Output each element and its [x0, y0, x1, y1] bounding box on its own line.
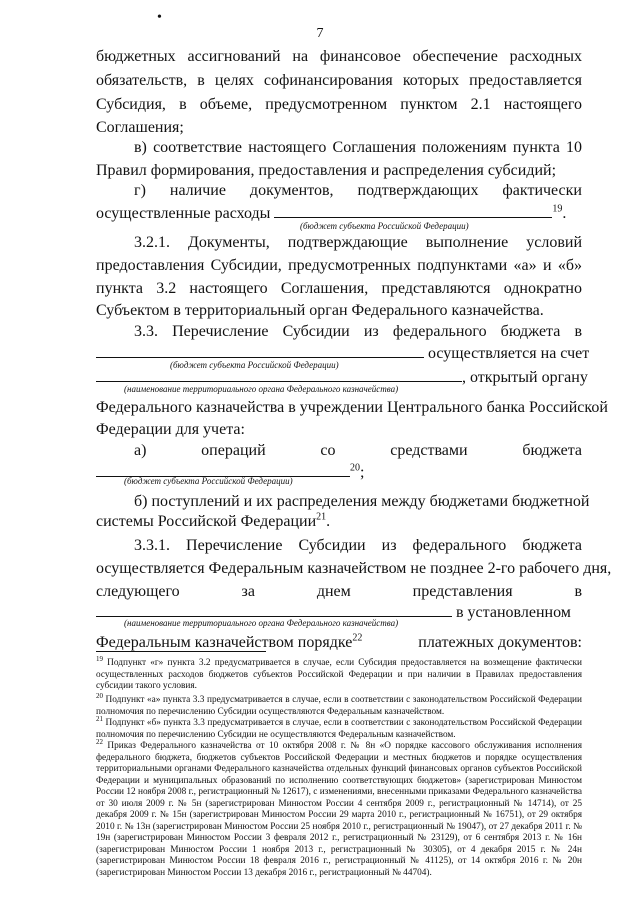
- field-caption: (наименование территориального органа Федерального казначейства): [124, 618, 399, 628]
- footnote-ref: 19: [552, 203, 563, 215]
- body-line: Федерации для учета:: [96, 421, 245, 438]
- body-line: Соглашения;: [96, 119, 184, 136]
- punctuation: ;: [360, 464, 365, 481]
- footnote: $^{22}$ Приказ Федерального казначейства от 10 октября 2008 г. № 8н «О порядке кассового обслуживания исполнения федерального бюджета, бюджетов субъектов Российской Федерации и местных бюджетов и порядке осуществления территориальными органами Федерального казначейства отдельных функций финансовых органов субъектов Российской Федерации и муниципальных образований по исполнению соответствующих бюджетов» (зарегистрирован Минюстом России 12 ноября 2008 г., регистрационный № 12617), с изменениями, внесенными приказами Федерального казначейства от 30 июля 2009 г. № 5н (зарегистрирован Минюстом России 4 сентября 2009 г., регистрационный № 14714), от 25 декабря 2009 г. № 15н (зарегистрирован Минюстом России 29 марта 2010 г., регистрационный № 16751), от 29 октября 2010 г. № 13н (зарегистрирован Минюстом России 25 ноября 2010 г., регистрационный № 19047), от 27 декабря 2011 г. № 19н (зарегистрирован Минюстом России 3 февраля 2012 г., регистрационный № 23129), от 6 сентября 2013 г. № 16н (зарегистрирован Минюстом России 1 ноября 2013 г., регистрационный № 30305), от 4 декабря 2015 г. № 24н (зарегистрирован Минюстом России 18 февраля 2016 г., регистрационный № 41125), от 14 октября 2016 г. № 20н (зарегистрирован Минюстом России 13 декабря 2016 г., регистрационный № 44704).: [96, 737, 582, 878]
- body-line: в) соответствие настоящего Соглашения положениям пункта 10: [134, 139, 582, 156]
- punctuation: .: [562, 205, 567, 222]
- punctuation: .: [326, 513, 331, 530]
- fill-in-blank: [274, 203, 552, 218]
- body-line: бюджетных ассигнований на финансовое обеспечение расходных: [96, 48, 582, 65]
- footnote-ref: 20: [350, 462, 360, 474]
- body-line: предоставления Субсидии, предусмотренных подпунктами «а» и «б»: [96, 257, 582, 274]
- body-line: осуществляется Федеральным казначейством не позднее 2-го рабочего дня,: [96, 560, 612, 577]
- footnote: $^{19}$ Подпункт «г» пункта 3.2 предусматривается в случае, если Субсидия предоставляется на возмещение фактически осуществленных расходов бюджетов субъектов Российской Федерации и при наличии в Правилах предоставления субсидии такого условия.: [96, 654, 582, 691]
- body-line: Правил формирования, предоставления и распределения субсидий;: [96, 162, 557, 179]
- body-line: а) операций со средствами бюджета: [134, 442, 582, 459]
- body-text: , открытый органу: [462, 369, 588, 386]
- footnote-separator: [96, 651, 266, 652]
- body-line: пункта 3.2 настоящего Соглашения, представляются однократно: [96, 280, 582, 297]
- body-line: [96, 633, 582, 652]
- body-line: 3.3.1. Перечисление Субсидии из федерального бюджета: [134, 537, 582, 554]
- body-text: Федеральным казначейством порядке$^{22}$: [96, 632, 363, 651]
- body-line: 3.2.1. Документы, подтверждающие выполнение условий: [134, 234, 582, 251]
- body-line: Субсидия, в объеме, предусмотренном пунктом 2.1 настоящего: [96, 96, 582, 113]
- footnote-ref: 21: [316, 511, 327, 523]
- body-line: г) наличие документов, подтверждающих фактически: [134, 182, 582, 199]
- body-line: [96, 512, 582, 531]
- body-line: обязательств, в целях софинансирования которых предоставляется: [96, 72, 582, 89]
- body-line: Федерального казначейства в учреждении Центрального банка Российской: [96, 399, 608, 416]
- body-line: 3.3. Перечисление Субсидии из федерального бюджета в: [134, 323, 582, 340]
- field-caption: (бюджет субъекта Российской Федерации): [300, 221, 469, 231]
- body-line: Субъектом в территориальный орган Федерального казначейства.: [96, 302, 544, 319]
- fill-in-blank: [96, 602, 452, 617]
- page-number: 7: [316, 26, 324, 41]
- footnote-ref: 22: [352, 632, 363, 644]
- fill-in-blank: [96, 462, 350, 477]
- body-line: б) поступлений и их распределения между бюджетами бюджетной: [134, 493, 590, 510]
- body-text: платежных документов:: [418, 634, 582, 651]
- body-line: следующего за днем представления в: [96, 583, 582, 600]
- body-text: осуществленные расходы: [96, 205, 271, 222]
- fill-in-blank: [96, 367, 462, 382]
- body-line: [96, 203, 582, 223]
- body-text: осуществляется на счет: [428, 345, 590, 362]
- field-caption: (бюджет субъекта Российской Федерации): [170, 360, 339, 370]
- field-caption: (бюджет субъекта Российской Федерации): [124, 476, 293, 486]
- footnote: $^{20}$ Подпункт «а» пункта 3.3 предусматривается в случае, если в соответствии с законодательством Российской Федерации полномочия по перечислению Субсидии осуществляются Федеральным казначейством.: [96, 691, 582, 717]
- body-text: в установленном: [456, 604, 571, 621]
- fill-in-blank: [96, 343, 424, 358]
- footnote: $^{21}$ Подпункт «б» пункта 3.3 предусматривается в случае, если в соответствии с законодательством Российской Федерации полномочия по перечислению Субсидии не осуществляются Федеральным казначейством.: [96, 714, 582, 740]
- field-caption: (наименование территориального органа Федерального казначейства): [124, 384, 399, 394]
- body-line: [96, 343, 590, 363]
- body-text: системы Российской Федерации: [96, 513, 317, 530]
- page-mark: •: [157, 10, 162, 25]
